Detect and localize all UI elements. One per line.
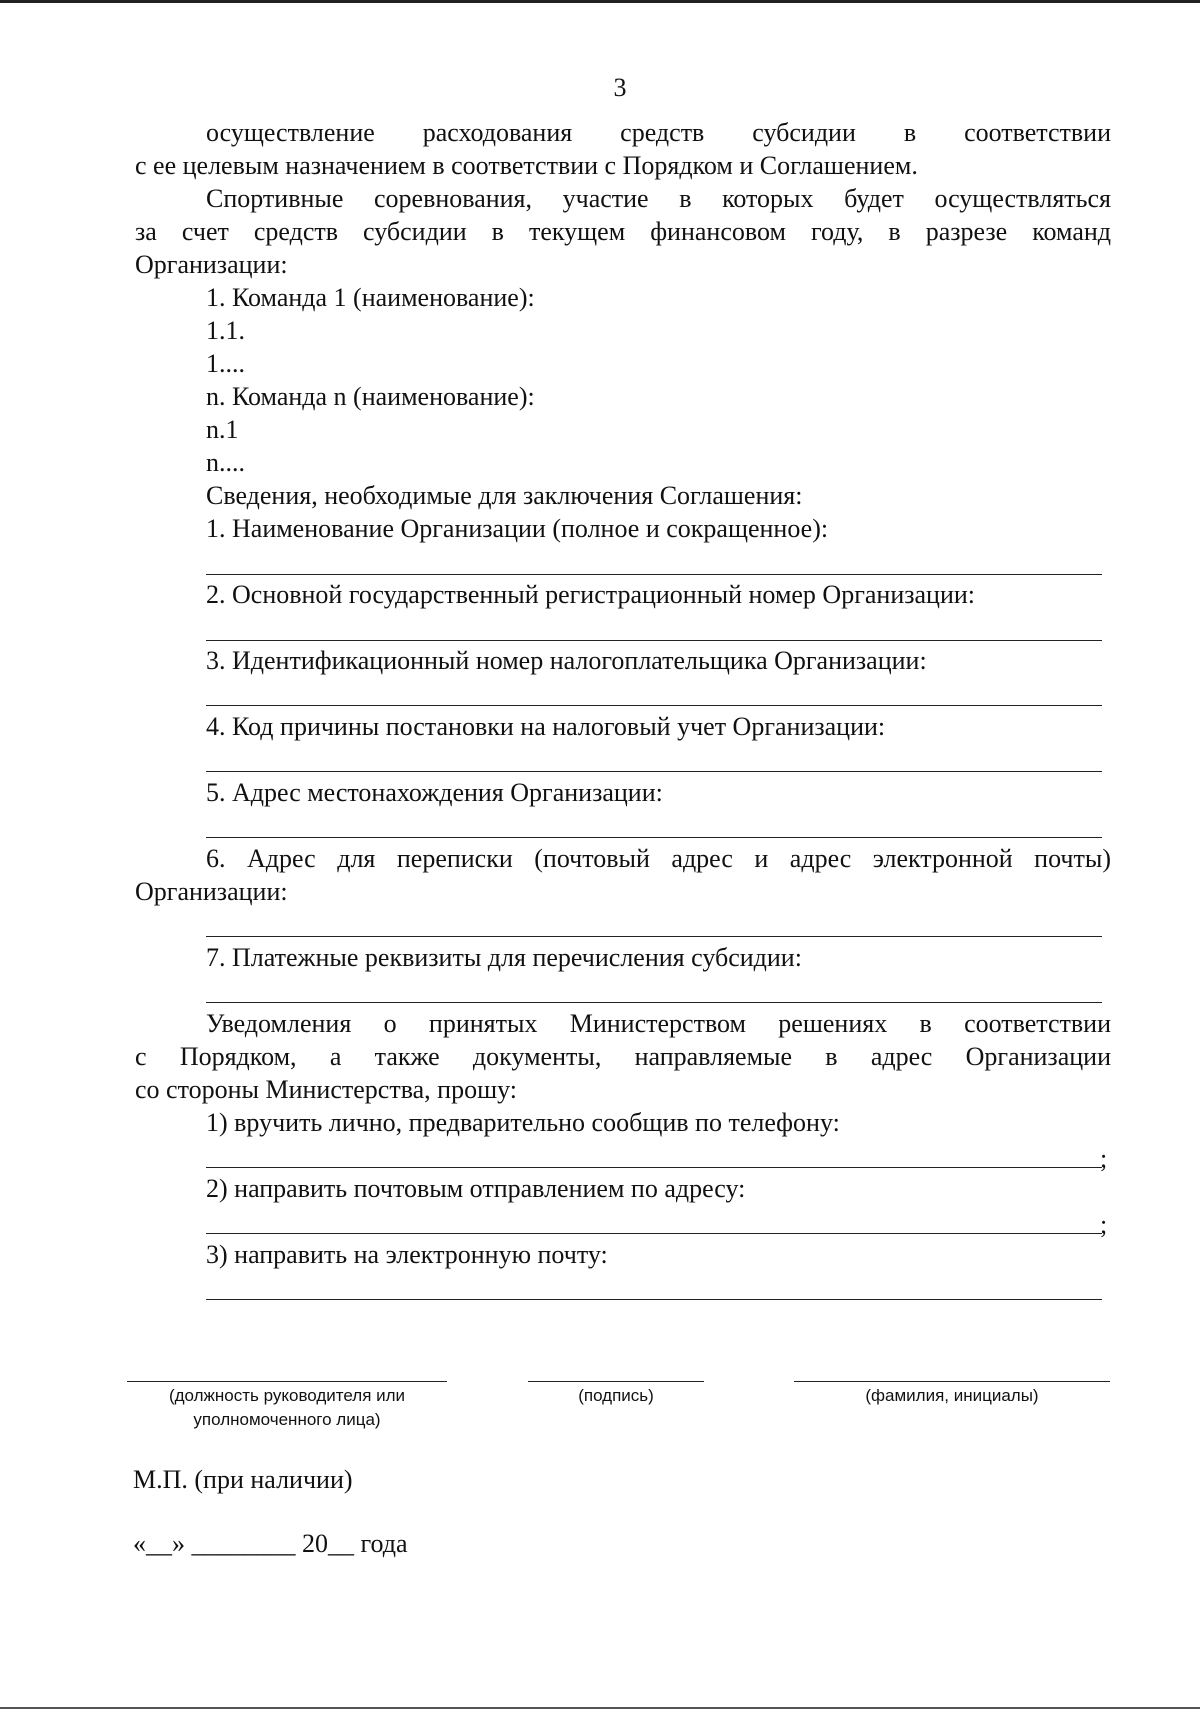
agreement-item: 7. Платежные реквизиты для перечисления субсидии: <box>206 943 802 972</box>
signature-line[interactable] <box>528 1381 704 1382</box>
team-item: n.1 <box>206 415 239 444</box>
paragraph-line: за счет средств субсидии в текущем финансовом году, в разрезе команд <box>135 217 1111 246</box>
signature-caption: (подпись) <box>578 1386 654 1405</box>
blank-line[interactable] <box>206 574 1102 575</box>
semicolon: ; <box>1100 1210 1108 1239</box>
agreement-item: 6. Адрес для переписки (почтовый адрес и адрес электронной почты) <box>206 844 1111 873</box>
blank-line[interactable] <box>206 640 1102 641</box>
page-bottom-edge <box>0 1707 1200 1709</box>
paragraph-line: Спортивные соревнования, участие в которых будет осуществляться <box>206 184 1111 213</box>
blank-line[interactable] <box>206 1167 1102 1168</box>
team-item: 1.... <box>206 349 245 378</box>
page-top-edge <box>0 0 1200 3</box>
position-signature-line[interactable] <box>127 1381 447 1382</box>
paragraph-line: с ее целевым назначением в соответствии с Порядком и Соглашением. <box>135 151 918 180</box>
agreement-item: Организации: <box>135 877 288 906</box>
blank-line[interactable] <box>206 1299 1102 1300</box>
notification-line: со стороны Министерства, прошу: <box>135 1075 517 1104</box>
paragraph-line: Организации: <box>135 250 288 279</box>
semicolon: ; <box>1100 1144 1108 1173</box>
name-caption: (фамилия, инициалы) <box>865 1386 1039 1405</box>
page-number: 3 <box>613 73 627 102</box>
paragraph-line: осуществление расходования средств субсидии в соответствии <box>206 118 1111 147</box>
delivery-option: 1) вручить лично, предварительно сообщив по телефону: <box>206 1108 840 1137</box>
team-item: n.... <box>206 448 245 477</box>
notification-line: Уведомления о принятых Министерством решениях в соответствии <box>206 1009 1111 1038</box>
blank-line[interactable] <box>206 1002 1102 1003</box>
delivery-option: 3) направить на электронную почту: <box>206 1240 608 1269</box>
delivery-option: 2) направить почтовым отправлением по адресу: <box>206 1174 746 1203</box>
agreement-heading: Сведения, необходимые для заключения Соглашения: <box>206 481 803 510</box>
agreement-item: 5. Адрес местонахождения Организации: <box>206 778 663 807</box>
position-caption: (должность руководителя или <box>168 1386 406 1405</box>
team-item: 1.1. <box>206 316 245 345</box>
blank-line[interactable] <box>206 837 1102 838</box>
team-item: n. Команда n (наименование): <box>206 382 535 411</box>
agreement-item: 2. Основной государственный регистрационный номер Организации: <box>206 580 976 609</box>
agreement-item: 1. Наименование Организации (полное и сокращенное): <box>206 514 829 543</box>
name-signature-line[interactable] <box>794 1381 1110 1382</box>
team-item: 1. Команда 1 (наименование): <box>206 283 535 312</box>
agreement-item: 4. Код причины постановки на налоговый учет Организации: <box>206 712 886 741</box>
stamp-note: М.П. (при наличии) <box>133 1465 353 1494</box>
blank-line[interactable] <box>206 771 1102 772</box>
date-line[interactable]: «__» ________ 20__ года <box>133 1529 408 1558</box>
agreement-item: 3. Идентификационный номер налогоплательщика Организации: <box>206 646 927 675</box>
blank-line[interactable] <box>206 1233 1102 1234</box>
blank-line[interactable] <box>206 705 1102 706</box>
blank-line[interactable] <box>206 936 1102 937</box>
position-caption: уполномоченного лица) <box>193 1410 381 1429</box>
notification-line: с Порядком, а также документы, направляемые в адрес Организации <box>135 1042 1111 1071</box>
